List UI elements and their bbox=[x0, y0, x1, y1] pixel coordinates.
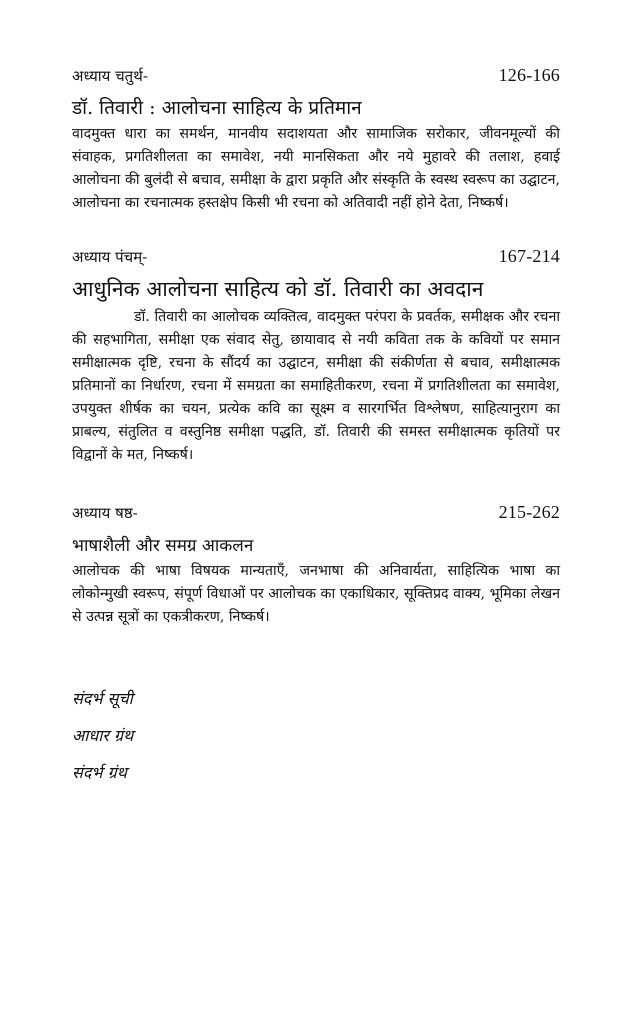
reference-item: संदर्भ ग्रंथ bbox=[72, 763, 127, 782]
chapter-page-range: 167-214 bbox=[498, 246, 560, 266]
chapter-title: आधुनिक आलोचना साहित्य को डॉ. तिवारी का अवदान bbox=[72, 277, 484, 301]
chapter-label: अध्याय चतुर्थ- bbox=[72, 67, 148, 85]
chapter-4 bbox=[72, 64, 560, 215]
references-list bbox=[72, 687, 560, 785]
chapter-5 bbox=[72, 245, 560, 467]
reference-item: आधार ग्रंथ bbox=[72, 726, 134, 745]
chapter-header bbox=[72, 64, 560, 87]
chapter-description: डॉ. तिवारी का आलोचक व्यक्तित्व, वादमुक्त परंपरा के प्रवर्तक, समीक्षक और रचना की सहभागिता, समीक्षा एक संवाद सेतु, छायावाद से नयी कविता तक के कवियों पर समान समीक्षात्मक दृष्टि, रचना के सौंदर्य का उद्घाटन, समीक्षा की संकीर्णता से बचाव, समीक्षात्मक प्रतिमानों का निर्धारण, रचना में समग्रता का समाहितीकरण, रचना में प्रगतिशीलता का समावेश, उपयुक्त शीर्षक का चयन, प्रत्येक कवि का सूक्ष्म व सारगर्भित विश्लेषण, साहित्यानुराग का प्राबल्य, संतुलित व वस्तुनिष्ठ समीक्षा पद्धति, डॉ. तिवारी की समस्त समीक्षात्मक कृतियों पर विद्वानों के मत, निष्कर्ष। bbox=[72, 309, 560, 463]
chapter-header bbox=[72, 245, 560, 268]
reference-item: संदर्भ सूची bbox=[72, 689, 133, 708]
chapter-description: आलोचक की भाषा विषयक मान्यताएँ, जनभाषा की अनिवार्यता, साहित्यिक भाषा का लोकोन्मुखी स्वरूप, संपूर्ण विधाओं पर आलोचक का एकाधिकार, सूक्तिप्रद वाक्य, भूमिका लेखन से उत्पन्न सूत्रों का एकत्रीकरण, निष्कर्ष। bbox=[72, 563, 560, 625]
chapter-label: अध्याय पंचम्- bbox=[72, 248, 148, 266]
chapter-header bbox=[72, 501, 560, 524]
chapter-title: डॉ. तिवारी : आलोचना साहित्य के प्रतिमान bbox=[72, 97, 362, 119]
document-page bbox=[72, 64, 560, 798]
chapter-description: वादमुक्त धारा का समर्थन, मानवीय सदाशयता और सामाजिक सरोकार, जीवनमूल्यों की संवाहक, प्रगतिशीलता का समावेश, नयी मानसिकता और नये मुहावरे की तलाश, हवाई आलोचना की बुलंदी से बचाव, समीक्षा के द्वारा प्रकृति और संस्कृति के स्वस्थ स्वरूप का उद्घाटन, आलोचना का रचनात्मक हस्तक्षेप किसी भी रचना को अतिवादी नहीं होने देता, निष्कर्ष। bbox=[72, 126, 560, 211]
chapter-6 bbox=[72, 501, 560, 629]
chapter-label: अध्याय षष्ठ- bbox=[72, 504, 138, 522]
chapter-title: भाषाशैली और समग्र आकलन bbox=[72, 536, 254, 556]
chapter-page-range: 215-262 bbox=[498, 502, 560, 522]
chapter-page-range: 126-166 bbox=[498, 65, 560, 85]
